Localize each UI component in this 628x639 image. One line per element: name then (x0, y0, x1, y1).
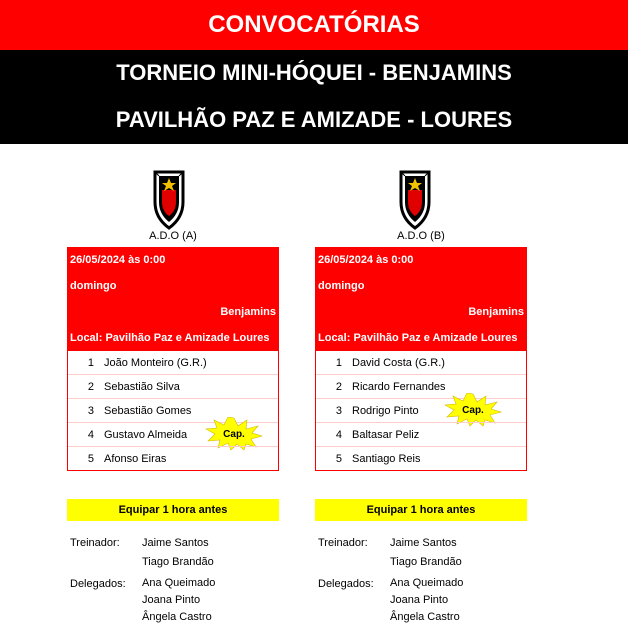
player-number: 5 (87, 452, 94, 465)
player-number: 3 (87, 404, 94, 417)
player-row (68, 374, 278, 398)
player-number: 2 (87, 380, 94, 393)
player-row (316, 422, 526, 446)
captain-label: Cap. (462, 404, 484, 416)
event-banner (0, 50, 628, 144)
player-name: Baltasar Peliz (352, 428, 420, 441)
event-title: TORNEIO MINI-HÓQUEI - BENJAMINS (116, 60, 512, 85)
player-row (68, 422, 278, 446)
player-name: Gustavo Almeida (104, 428, 188, 441)
team-name: A.D.O (B) (397, 230, 445, 242)
team-name: A.D.O (A) (149, 230, 197, 242)
trainer-label: Treinador: (70, 537, 120, 549)
page-title: CONVOCATÓRIAS (208, 11, 420, 38)
player-name: Ricardo Fernandes (352, 380, 446, 393)
delegate-name: Ana Queimado (390, 577, 464, 589)
player-row (68, 446, 278, 470)
player-name: João Monteiro (G.R.) (104, 356, 207, 369)
trainer-name: Tiago Brandão (142, 556, 214, 568)
match-category: Benjamins (220, 306, 276, 318)
player-name: Santiago Reis (352, 452, 421, 465)
player-number: 1 (87, 356, 94, 369)
match-location: Local: Pavilhão Paz e Amizade Loures (318, 332, 518, 344)
player-row (68, 351, 278, 374)
trainer-name: Jaime Santos (142, 537, 209, 549)
player-row (316, 446, 526, 470)
delegate-name: Ângela Castro (390, 611, 460, 623)
player-name: Sebastião Gomes (104, 404, 192, 417)
player-number: 4 (335, 428, 342, 441)
callup-card (67, 247, 279, 471)
match-weekday: domingo (318, 280, 365, 292)
player-list (67, 351, 279, 471)
match-date: 26/05/2024 às 0:00 (318, 254, 414, 266)
club-crest-icon (395, 168, 435, 230)
match-category: Benjamins (468, 306, 524, 318)
equip-notice: Equipar 1 hora antes (67, 499, 279, 521)
player-row (316, 398, 526, 422)
trainer-name: Tiago Brandão (390, 556, 462, 568)
match-info (67, 247, 279, 351)
player-list (315, 351, 527, 471)
match-location: Local: Pavilhão Paz e Amizade Loures (70, 332, 270, 344)
club-crest-icon (149, 168, 189, 230)
player-row (316, 351, 526, 374)
callup-card (315, 247, 527, 471)
trainer-name: Jaime Santos (390, 537, 457, 549)
player-number: 1 (335, 356, 342, 369)
captain-label: Cap. (223, 428, 245, 440)
delegate-name: Joana Pinto (142, 594, 201, 606)
player-name: Afonso Eiras (104, 452, 167, 465)
delegate-name: Ângela Castro (142, 611, 212, 623)
equip-notice: Equipar 1 hora antes (315, 499, 527, 521)
player-number: 3 (335, 404, 342, 417)
delegates-label: Delegados: (318, 578, 374, 590)
match-weekday: domingo (70, 280, 117, 292)
venue-title: PAVILHÃO PAZ E AMIZADE - LOURES (115, 107, 513, 132)
delegate-name: Joana Pinto (390, 594, 449, 606)
page-title-banner (0, 0, 628, 50)
trainer-label: Treinador: (318, 537, 368, 549)
delegates-label: Delegados: (70, 578, 126, 590)
player-number: 4 (87, 428, 94, 441)
delegate-name: Ana Queimado (142, 577, 216, 589)
match-date: 26/05/2024 às 0:00 (70, 254, 166, 266)
player-number: 5 (335, 452, 342, 465)
player-name: David Costa (G.R.) (352, 356, 445, 369)
player-number: 2 (335, 380, 342, 393)
match-info (315, 247, 527, 351)
player-name: Sebastião Silva (104, 380, 180, 393)
player-name: Rodrigo Pinto (352, 404, 419, 417)
